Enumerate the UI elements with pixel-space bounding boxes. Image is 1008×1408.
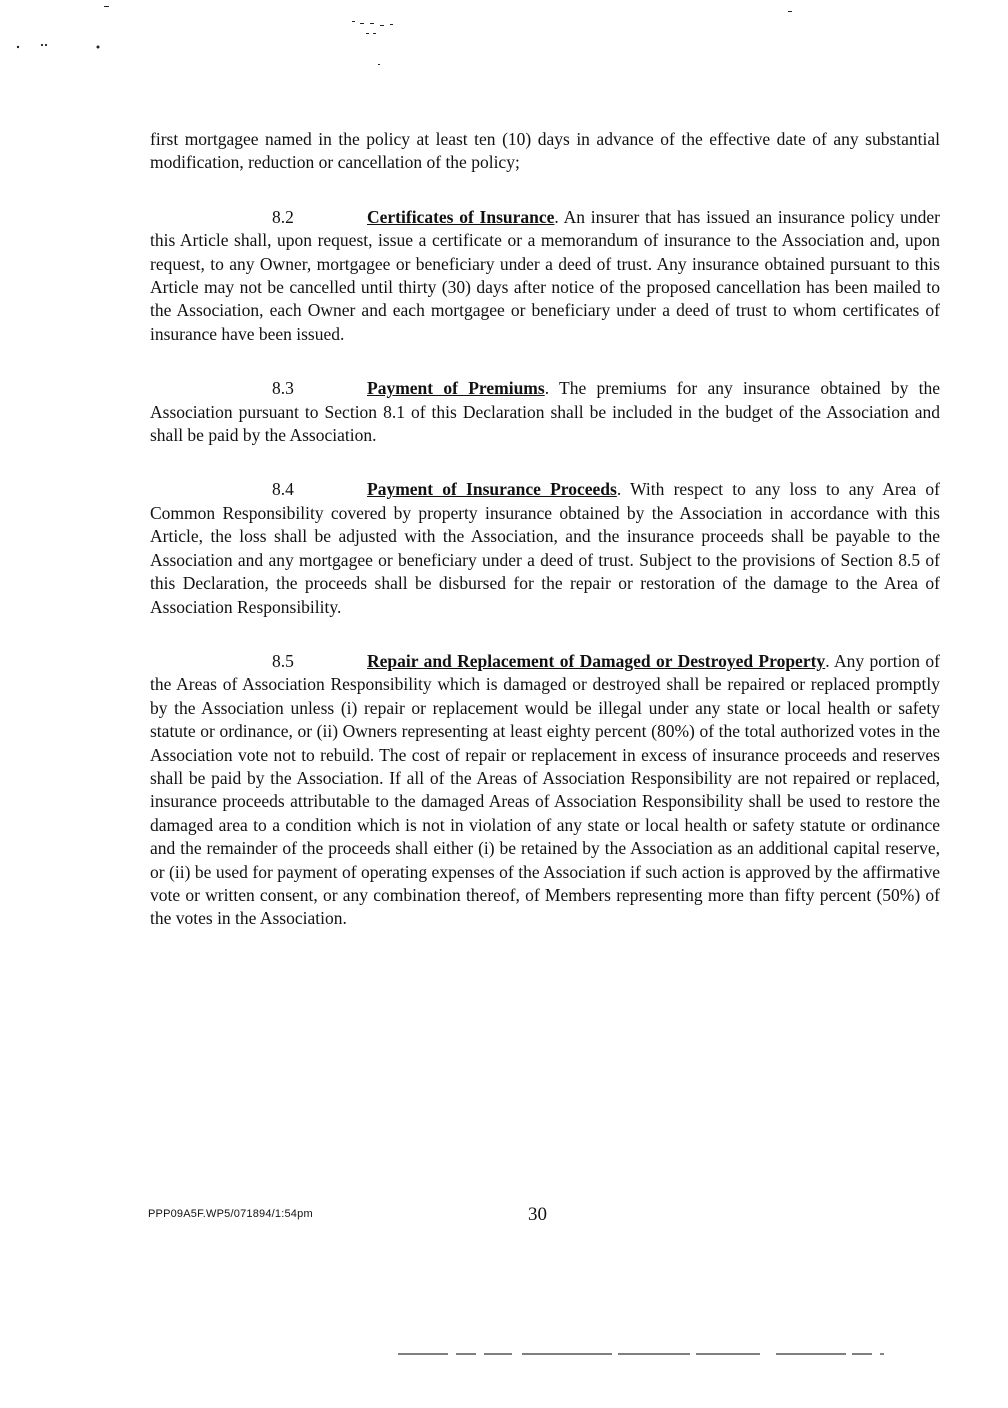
section-8-4: 8.4 Payment of Insurance Proceeds. With respect to any loss to any Area of Common Responsibility covered by property insurance obtained by the Association in accordance with this Article, the loss shall be adjusted with the Association, and the insurance proceeds shall be payable to the Association and any mortgagee or beneficiary under a deed of trust. Subject to the provisions of Section 8.5 of this Declaration, the proceeds shall be disbursed for the repair or restoration of the damage to the Area of Association Responsibility. — [150, 479, 941, 617]
section-title: Payment of Premiums — [367, 378, 545, 399]
section-number: 8.2 — [272, 206, 294, 227]
section-number: 8.3 — [272, 378, 294, 399]
file-code: PPP09A5F.WP5/071894/1:54pm — [148, 1208, 313, 1220]
section-body: The premiums for any insurance obtained by the Association pursuant to Section 8.1 of this Declaration shall be included in the budget of the Association and shall be paid by the Association. — [150, 378, 940, 446]
document-body — [150, 128, 940, 962]
section-title: Certificates of Insurance — [367, 206, 555, 227]
section-8-2: 8.2 Certificates of Insurance. An insurer that has issued an insurance policy under this Article shall, upon request, issue a certificate or a memorandum of insurance to the Association and, upon request, to any Owner, mortgagee or beneficiary under a deed of trust. Any insurance obtained pursuant to this Article may not be cancelled until thirty (30) days after notice of the proposed cancellation has been mailed to the Association, each Owner and each mortgagee or beneficiary under a deed of trust to whom certificates of insurance have been issued. — [150, 206, 940, 344]
section-number: 8.4 — [272, 479, 294, 500]
section-body: Any portion of the Areas of Association Responsibility which is damaged or destroyed shall be repaired or replaced promptly by the Association unless (i) repair or replacement would be illegal under any state or local health or safety statute or ordinance, or (ii) Owners representing at least eighty percent (80%) of the total authorized votes in the Association vote not to rebuild. The cost of repair or replacement in excess of insurance proceeds and reserves shall be paid by the Association. If all of the Areas of Association Responsibility are not repaired or replaced, insurance proceeds attributable to the damaged Areas of Association Responsibility shall be used to restore the damaged area to a condition which is not in violation of any state or local health or safety statute or ordinance and the remainder of the proceeds shall either (i) be retained by the Association as an additional capital reserve, or (ii) be used for payment of operating expenses of the Association if such action is approved by the affirmative vote or written consent, or any combination thereof, of Members representing more than fifty percent (50%) of the votes in the Association. — [150, 650, 940, 929]
section-title: Payment of Insurance Proceeds — [367, 479, 617, 500]
section-number: 8.5 — [272, 650, 294, 671]
continued-paragraph: first mortgagee named in the policy at least ten (10) days in advance of the effective date of any substantial modification, reduction or cancellation of the policy; — [150, 129, 940, 173]
section-8-5: 8.5 Repair and Replacement of Damaged or Destroyed Property. Any portion of the Areas of Association Responsibility which is damaged or destroyed shall be repaired or replaced promptly by the Association unless (i) repair or replacement would be illegal under any state or local health or safety statute or ordinance, or (ii) Owners representing at least eighty percent (80%) of the total authorized votes in the Association vote not to rebuild. The cost of repair or replacement in excess of insurance proceeds and reserves shall be paid by the Association. If all of the Areas of Association Responsibility are not repaired or replaced, insurance proceeds attributable to the damaged Areas of Association Responsibility shall be used to restore the damaged area to a condition which is not in violation of any state or local health or safety statute or ordinance and the remainder of the proceeds shall either (i) be retained by the Association as an additional capital reserve, or (ii) be used for payment of operating expenses of the Association if such action is approved by the affirmative vote or written consent, or any combination thereof, of Members representing more than fifty percent (50%) of the votes in the Association. — [150, 650, 940, 929]
page-number: 30 — [528, 1204, 547, 1225]
section-title: Repair and Replacement of Damaged or Destroyed Property — [367, 650, 826, 671]
section-body: An insurer that has issued an insurance policy under this Article shall, upon request, issue a certificate or a memorandum of insurance to the Association and, upon request, to any Owner, mortgagee or beneficiary under a deed of trust. Any insurance obtained pursuant to this Article may not be cancelled until thirty (30) days after notice of the proposed cancellation has been mailed to the Association, each Owner and each mortgagee or beneficiary under a deed of trust to whom certificates of insurance have been issued. — [150, 206, 940, 344]
section-body: With respect to any loss to any Area of Common Responsibility covered by property insurance obtained by the Association in accordance with this Article, the loss shall be adjusted with the Association, and the insurance proceeds shall be payable to the Association and any mortgagee or beneficiary under a deed of trust. Subject to the provisions of Section 8.5 of this Declaration, the proceeds shall be disbursed for the repair or restoration of the damage to the Area of Association Responsibility. — [150, 479, 941, 617]
section-8-3: 8.3 Payment of Premiums. The premiums for any insurance obtained by the Association pursuant to Section 8.1 of this Declaration shall be included in the budget of the Association and shall be paid by the Association. — [150, 378, 940, 446]
scan-artifacts-bottom — [0, 1345, 1008, 1365]
page-footer — [0, 1204, 1008, 1234]
scan-artifacts-top — [0, 0, 1008, 80]
